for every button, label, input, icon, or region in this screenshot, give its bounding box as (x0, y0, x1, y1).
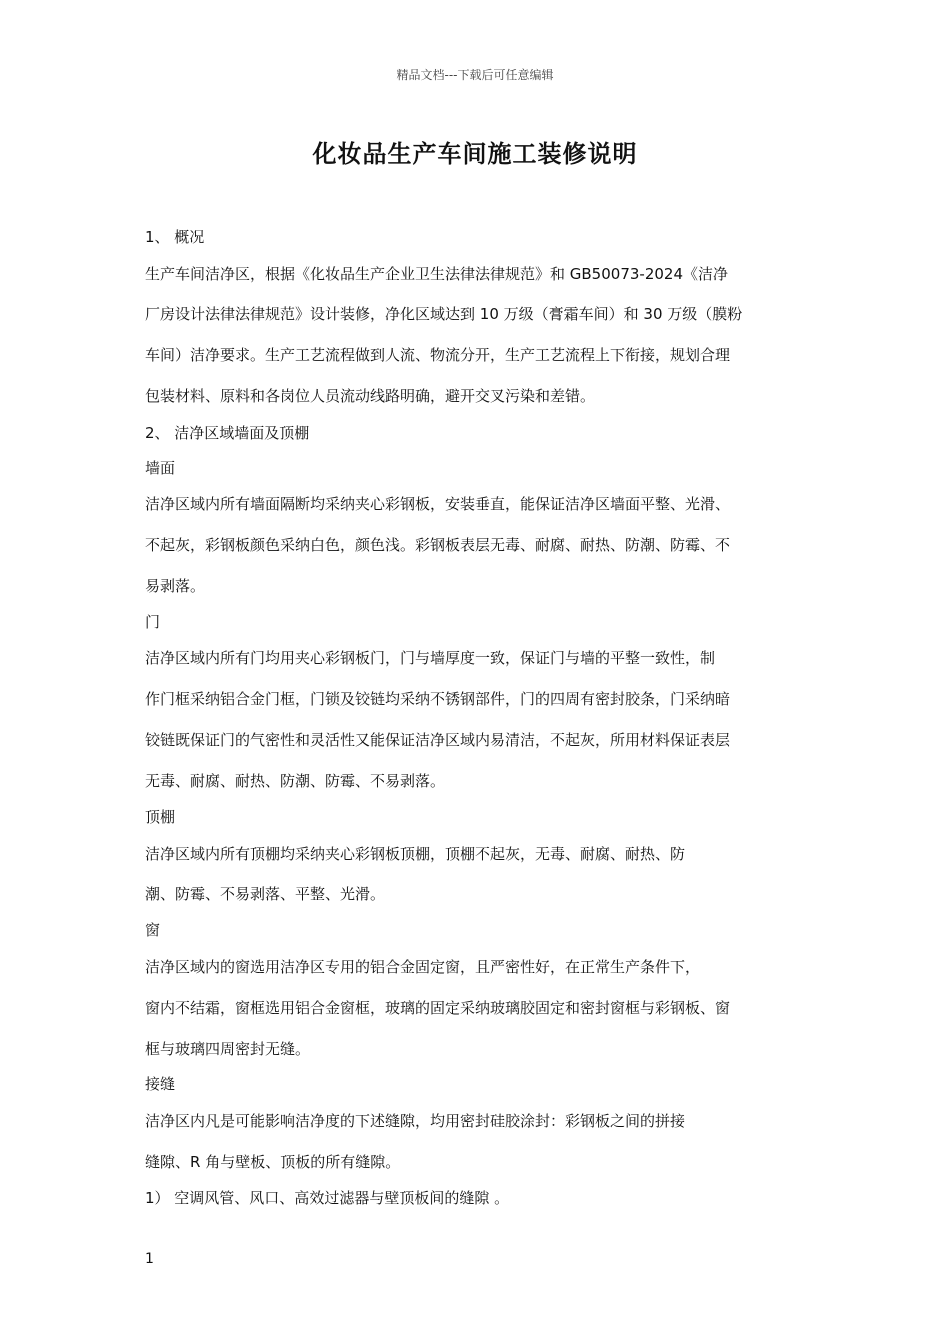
body-line: 框与玻璃四周密封无缝。 (145, 1040, 311, 1058)
body-line: 铰链既保证门的气密性和灵活性又能保证洁净区域内易清洁，不起灰，所用材料保证表层 (145, 731, 731, 749)
body-line: 窗内不结霜，窗框选用铝合金窗框，玻璃的固定采纳玻璃胶固定和密封窗框与彩钢板、窗 (145, 999, 731, 1017)
body-line: 不起灰，彩钢板颜色采纳白色，颜色浅。彩钢板表层无毒、耐腐、耐热、防潮、防霉、不 (145, 536, 731, 554)
document-title: 化妆品生产车间施工装修说明 (312, 140, 638, 168)
body-line: 无毒、耐腐、耐热、防潮、防霉、不易剥落。 (145, 772, 446, 790)
section-heading: 1、 概况 (145, 228, 205, 246)
body-line: 洁净区域内的窗选用洁净区专用的铝合金固定窗，且严密性好，在正常生产条件下， (145, 958, 701, 976)
body-line: 洁净区域内所有顶棚均采纳夹心彩钢板顶棚，顶棚不起灰，无毒、耐腐、耐热、防 (145, 845, 686, 863)
subsection-heading: 窗 (145, 921, 161, 939)
body-line: 车间）洁净要求。生产工艺流程做到人流、物流分开，生产工艺流程上下衔接，规划合理 (145, 346, 731, 364)
body-line: 洁净区内凡是可能影响洁净度的下述缝隙，均用密封硅胶涂封：彩钢板之间的拼接 (145, 1112, 686, 1130)
page-number: 1 (145, 1251, 154, 1267)
body-line: 缝隙、R 角与壁板、顶板的所有缝隙。 (145, 1153, 401, 1171)
body-line: 包装材料、原料和各岗位人员流动线路明确，避开交叉污染和差错。 (145, 387, 596, 405)
body-line: 洁净区域内所有门均用夹心彩钢板门，门与墙厚度一致，保证门与墙的平整一致性，制 (145, 649, 716, 667)
subsection-heading: 墙面 (145, 459, 176, 477)
subsection-heading: 接缝 (145, 1075, 176, 1093)
body-line: 厂房设计法律法律规范》设计装修，净化区域达到 10 万级（膏霜车间）和 30 万级（膜粉 (145, 305, 743, 323)
body-line: 生产车间洁净区，根据《化妆品生产企业卫生法律法律规范》和 GB50073-2024《洁净 (145, 265, 728, 283)
section-heading: 2、 洁净区域墙面及顶棚 (145, 424, 310, 442)
subsection-heading: 门 (145, 613, 161, 631)
subsection-heading: 顶棚 (145, 808, 176, 826)
body-line: 易剥落。 (145, 577, 206, 595)
body-line: 作门框采纳铝合金门框，门锁及铰链均采纳不锈钢部件，门的四周有密封胶条，门采纳暗 (145, 690, 731, 708)
list-item: 1） 空调风管、风口、高效过滤器与壁顶板间的缝隙 。 (145, 1189, 510, 1207)
body-line: 洁净区域内所有墙面隔断均采纳夹心彩钢板，安装垂直，能保证洁净区墙面平整、光滑、 (145, 495, 731, 513)
page-header: 精品文档---下载后可任意编辑 (396, 68, 554, 82)
body-line: 潮、防霉、不易剥落、平整、光滑。 (145, 885, 386, 903)
